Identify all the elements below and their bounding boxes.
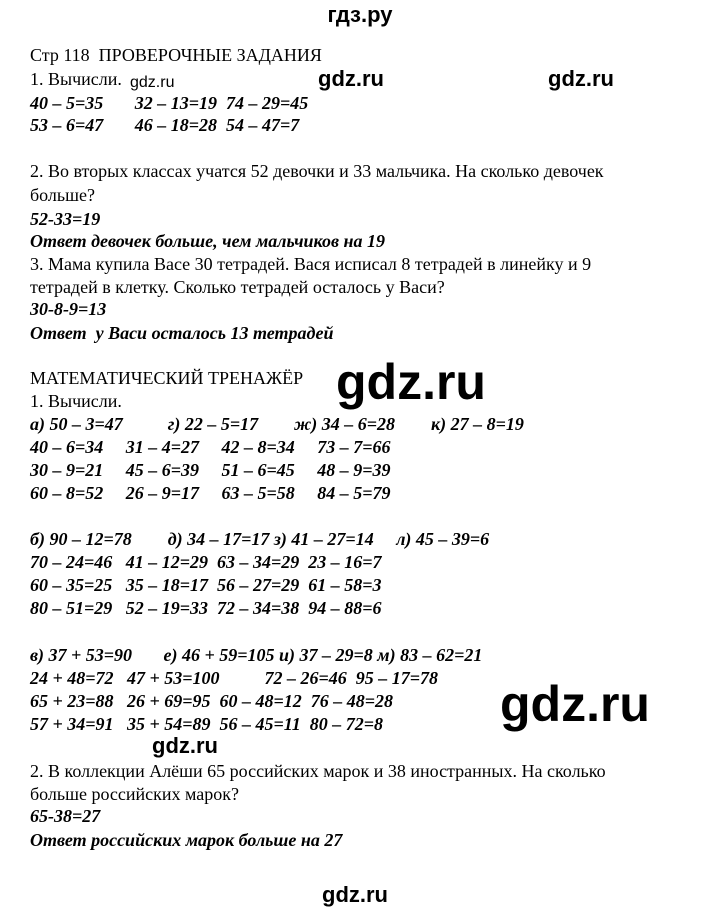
answer-line: б) 90 – 12=78 д) 34 – 17=17 з) 41 – 27=14 л) 45 – 39=6	[30, 529, 490, 549]
answer-statement: Ответ девочек больше, чем мальчиков на 19	[30, 231, 385, 251]
answer-line: 65 + 23=88 26 + 69=95 60 – 48=12 76 – 48=28	[30, 691, 394, 711]
task-2-text: 2. В коллекции Алёши 65 российских марок и 38 иностранных. На сколько	[30, 761, 606, 781]
watermark: gdz.ru	[322, 882, 388, 907]
watermark: gdz.ru	[336, 354, 486, 410]
task-1-label: 1. Вычисли.	[30, 391, 122, 411]
task-3-text: 3. Мама купила Васе 30 тетрадей. Вася исписал 8 тетрадей в линейку и 9	[30, 254, 592, 274]
answer-line: 30 – 9=21 45 – 6=39 51 – 6=45 48 – 9=39	[30, 460, 391, 480]
section-heading: МАТЕМАТИЧЕСКИЙ ТРЕНАЖЁР	[30, 368, 304, 388]
task-3-text: тетрадей в клетку. Сколько тетрадей осталось у Васи?	[30, 277, 445, 297]
answer-line: 40 – 5=35 32 – 13=19 74 – 29=45	[30, 93, 309, 113]
answer-line: 70 – 24=46 41 – 12=29 63 – 34=29 23 – 16=7	[30, 552, 382, 572]
answer-line: 57 + 34=91 35 + 54=89 56 – 45=11 80 – 72=8	[30, 714, 384, 734]
answer-line: а) 50 – 3=47 г) 22 – 5=17 ж) 34 – 6=28 к) 27 – 8=19	[30, 414, 524, 434]
answer-line: 24 + 48=72 47 + 53=100 72 – 26=46 95 – 17=78	[30, 668, 439, 688]
site-header: гдз.ру	[327, 2, 393, 27]
answer-statement: Ответ российских марок больше на 27	[30, 830, 343, 850]
answer-line: в) 37 + 53=90 е) 46 + 59=105 и) 37 – 29=8 м) 83 – 62=21	[30, 645, 483, 665]
solution-line: 30-8-9=13	[30, 299, 107, 319]
answer-statement: Ответ у Васи осталось 13 тетрадей	[30, 323, 334, 343]
task-1-label: 1. Вычисли.	[30, 69, 122, 89]
task-2-text: больше российских марок?	[30, 784, 240, 804]
solution-line: 65-38=27	[30, 806, 101, 826]
solution-line: 52-33=19	[30, 209, 101, 229]
watermark: gdz.ru	[152, 733, 218, 758]
watermark: gdz.ru	[130, 74, 175, 91]
watermark: gdz.ru	[500, 676, 650, 732]
page-heading: Стр 118 ПРОВЕРОЧНЫЕ ЗАДАНИЯ	[30, 45, 322, 65]
answer-line: 60 – 35=25 35 – 18=17 56 – 27=29 61 – 58=3	[30, 575, 382, 595]
watermark: gdz.ru	[318, 66, 384, 91]
answer-line: 60 – 8=52 26 – 9=17 63 – 5=58 84 – 5=79	[30, 483, 391, 503]
answer-line: 40 – 6=34 31 – 4=27 42 – 8=34 73 – 7=66	[30, 437, 391, 457]
task-2-text: 2. Во вторых классах учатся 52 девочки и 33 мальчика. На сколько девочек	[30, 161, 604, 181]
watermark: gdz.ru	[548, 66, 614, 91]
answer-line: 80 – 51=29 52 – 19=33 72 – 34=38 94 – 88=6	[30, 598, 382, 618]
task-2-text: больше?	[30, 185, 95, 205]
answer-line: 53 – 6=47 46 – 18=28 54 – 47=7	[30, 115, 300, 135]
